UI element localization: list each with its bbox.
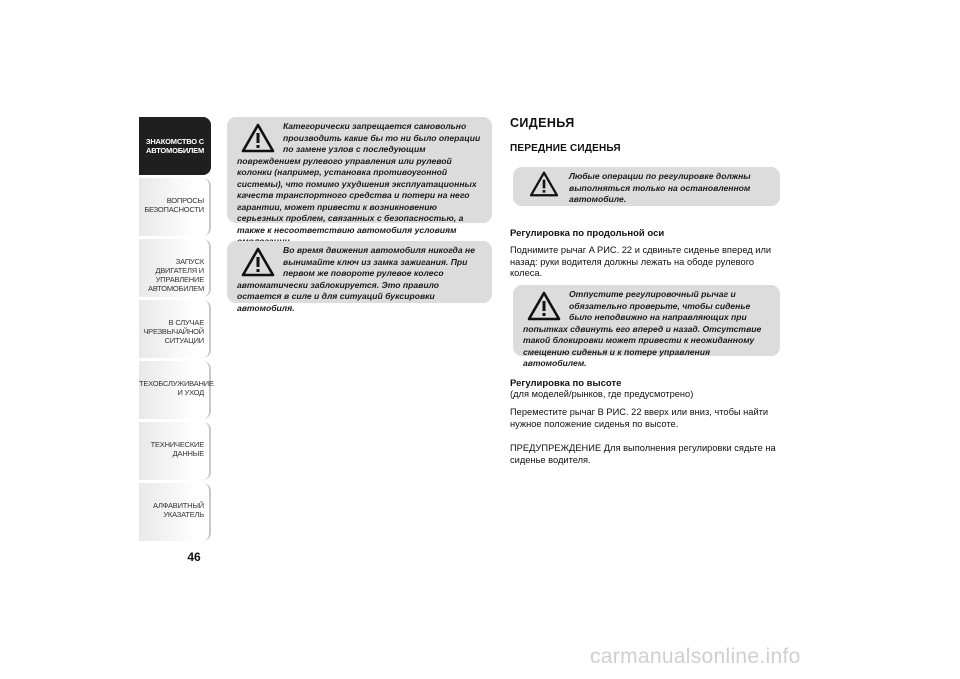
chapter-tab-label: ЗАПУСК ДВИГАТЕЛЯ И УПРАВЛЕНИЕ АВТОМОБИЛЕМ (148, 257, 204, 293)
chapter-tab-6[interactable] (139, 422, 211, 480)
section-subtitle: ПЕРЕДНИЕ СИДЕНЬЯ (510, 143, 621, 154)
subheading-longitudinal: Регулировка по продольной оси (510, 228, 665, 239)
availability-note: (для моделей/рынков, где предусмотрено) (510, 389, 694, 399)
body-text-longitudinal: Поднимите рычаг A РИС. 22 и сдвиньте сиденье вперед или назад: руки водителя должны лежать на ободе рулевого колеса. (510, 245, 772, 278)
chapter-tab-3[interactable] (139, 239, 211, 297)
chapter-tab-5[interactable] (139, 361, 214, 419)
chapter-tab-label: ТЕХОБСЛУЖИВАНИЕ И УХОД (139, 379, 214, 397)
section-title: СИДЕНЬЯ (510, 116, 575, 130)
warning-box-adjust-stopped (513, 167, 780, 206)
chapter-tab-label: ЗНАКОМСТВО С АВТОМОБИЛЕМ (145, 137, 204, 155)
warning-triangle-icon (241, 123, 275, 153)
warning-text: Категорически запрещается самовольно производить какие бы то ни было операции по замене узлов с последующим повреждением рулевого управления или рулевой колонки (например, установка противоугонной системы), что помимо ухудшения эксплуатационных качеств транспортного средства и потери на него гарантии, может привести к возникновению серьезных проблем, связанных с безопасностью, а также к несоответствию автомобиля условиям (237, 121, 481, 235)
warning-triangle-icon (527, 171, 561, 197)
chapter-tab-4[interactable] (139, 300, 211, 358)
chapter-tab-label: В СЛУЧАЕ ЧРЕЗВЫЧАЙНОЙ СИТУАЦИИ (143, 318, 204, 345)
body-text-caution: ПРЕДУПРЕЖДЕНИЕ Для выполнения регулировки сядьте на сиденье водителя. (510, 443, 776, 465)
warning-triangle-icon (241, 247, 275, 277)
chapter-tab-1[interactable] (139, 117, 211, 175)
warning-box-ignition-key (227, 241, 492, 313)
chapter-tabs (139, 117, 214, 544)
chapter-tab-label: ВОПРОСЫ БЕЗОПАСНОСТИ (144, 196, 204, 214)
warning-box-steering (227, 117, 492, 235)
chapter-tab-label: ТЕХНИЧЕСКИЕ ДАННЫЕ (150, 440, 204, 458)
page-number: 46 (187, 550, 201, 564)
warning-triangle-icon (527, 291, 561, 321)
chapter-tab-7[interactable] (139, 483, 211, 541)
warning-box-lever-lock (513, 285, 780, 368)
chapter-tab-label: АЛФАВИТНЫЙ УКАЗАТЕЛЬ (153, 501, 204, 519)
watermark: carmanualsonline.info (590, 645, 801, 668)
chapter-tab-2[interactable] (139, 178, 211, 236)
warning-text: Отпустите регулировочный рычаг и обязательно проверьте, чтобы сиденье было неподвижно на направляющих при попытках сдвинуть его вперед и назад. Отсутствие такой блокировки может привести к неожиданному смещению сиденья и к потере управления автомобилем. (523, 289, 762, 368)
warning-text: Любые операции по регулировке должны выполняться только на остановленном автомобиле. (569, 171, 751, 204)
warning-text: Во время движения автомобиля никогда не вынимайте ключ из замка зажигания. При первом же повороте рулевое колесо автоматически заблокируется. Это правило остается в силе и для ситуаций буксировки автомобиля. (237, 245, 475, 313)
body-text-height: Переместите рычаг B РИС. 22 вверх или вниз, чтобы найти нужное положение сиденья по высоте. (510, 407, 769, 429)
subheading-height: Регулировка по высоте (510, 378, 622, 389)
